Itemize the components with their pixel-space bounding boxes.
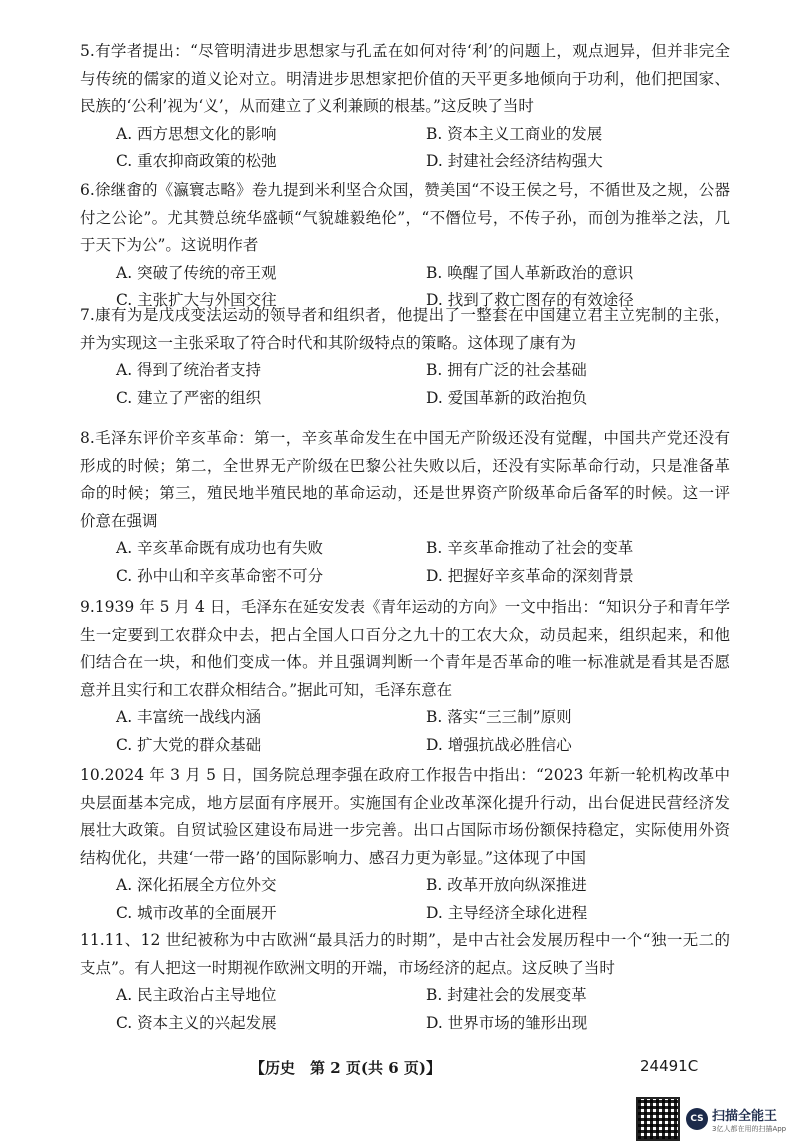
- question-stem: 11、12 世纪被称为中古欧洲“最具活力的时期”，是中古社会发展历程中一个“独一无二的支点”。有人把这一时期视作欧洲文明的开端，市场经济的起点。这反映了当时: [80, 931, 730, 977]
- option-c: C. 建立了严密的组织: [116, 388, 262, 407]
- option-a: A. 西方思想文化的影响: [116, 124, 277, 143]
- option-b: B. 改革开放向纵深推进: [426, 876, 587, 894]
- option-a: A. 辛亥革命既有成功也有失败: [116, 539, 324, 557]
- option-d: D. 增强抗战必胜信心: [426, 735, 572, 754]
- question-7: [80, 302, 730, 412]
- question-6: [80, 177, 730, 315]
- option-b: B. 落实“三三制”原则: [426, 708, 572, 726]
- question-number: 6.: [80, 181, 95, 199]
- option-b: B. 辛亥革命推动了社会的变革: [426, 539, 634, 557]
- option-d: D. 把握好辛亥革命的深刻背景: [426, 566, 634, 585]
- question-number: 8.: [80, 429, 95, 447]
- qr-code-icon: [636, 1097, 680, 1141]
- options: [80, 872, 730, 927]
- options: [80, 357, 730, 412]
- option-a: A. 突破了传统的帝王观: [116, 263, 277, 282]
- option-c: C. 主张扩大与外国交往: [116, 291, 277, 309]
- option-d: D. 主导经济全球化进程: [426, 903, 588, 922]
- scanner-watermark: [636, 1097, 786, 1141]
- option-a: A. 深化拓展全方位外交: [116, 876, 277, 894]
- question-number: 10.: [80, 766, 105, 784]
- option-d: D. 封建社会经济结构强大: [426, 152, 603, 170]
- option-c: C. 扩大党的群众基础: [116, 735, 262, 754]
- options: [80, 982, 730, 1037]
- option-a: A. 民主政治占主导地位: [116, 986, 277, 1004]
- question-stem: 1939 年 5 月 4 日，毛泽东在延安发表《青年运动的方向》一文中指出：“知识分子和青年学生一定要到工农群众中去，把占全国人口百分之九十的工农大众，动员起来，组织起来，和他们结合在一块，和他们变成一体。并且强调判断一个青年是否革命的唯一标准就是看其是否愿意并且实行和工农群众相结合。”据此可知，毛泽东意在: [80, 598, 730, 699]
- question-stem: 2024 年 3 月 5 日，国务院总理李强在政府工作报告中指出：“2023 年新一轮机构改革中央层面基本完成，地方层面有序展开。实施国有企业改革深化提升行动，出台促进民营经济发展壮大政策。自贸试验区建设布局进一步完善。出口占国际市场份额保持稳定，实际使用外资结构优化，共建‘一带一路’的国际影响力、感召力更为彰显。”这体现了中国: [80, 766, 730, 867]
- option-a: A. 丰富统一战线内涵: [116, 708, 262, 726]
- page-number: 【历史 第 2 页(共 6 页)】: [250, 1059, 441, 1077]
- question-stem: 康有为是戊戌变法运动的领导者和组织者，他提出了一整套在中国建立君主立宪制的主张，并为实现这一主张采取了符合时代和其阶级特点的策略。这体现了康有为: [80, 306, 730, 352]
- question-10: [80, 762, 730, 927]
- question-5: [80, 38, 730, 176]
- option-c: C. 资本主义的兴起发展: [116, 1013, 277, 1032]
- question-stem: 有学者提出：“尽管明清进步思想家与孔孟在如何对待‘利’的问题上，观点迥异，但并非完全与传统的儒家的道义论对立。明清进步思想家把价值的天平更多地倾向于功利，他们把国家、民族的‘公利’视为‘义’，从而建立了义利兼顾的根基。”这反映了当时: [80, 42, 730, 115]
- question-number: 11.: [80, 931, 105, 949]
- scanner-tagline: 3亿人都在用的扫描App: [712, 1124, 787, 1133]
- option-b: B. 唤醒了国人革新政治的意识: [426, 263, 634, 282]
- question-number: 5.: [80, 42, 95, 60]
- question-number: 7.: [80, 306, 95, 324]
- question-9: [80, 594, 730, 759]
- options: [80, 535, 730, 590]
- option-b: B. 封建社会的发展变革: [426, 986, 587, 1004]
- question-stem: 毛泽东评价辛亥革命：第一，辛亥革命发生在中国无产阶级还没有觉醒，中国共产党还没有形成的时候；第二，全世界无产阶级在巴黎公社失败以后，还没有实际革命行动，只是准备革命的时候；第三，殖民地半殖民地的革命运动，还是世界资产阶级革命后备军的时候。这一评价意在强调: [80, 429, 730, 530]
- option-c: C. 孙中山和辛亥革命密不可分: [116, 566, 324, 585]
- scanner-app-name: 扫描全能王: [712, 1108, 778, 1124]
- option-d: D. 爱国革新的政治抱负: [426, 388, 588, 407]
- options: [80, 704, 730, 759]
- option-c: C. 重农抑商政策的松弛: [116, 152, 277, 170]
- question-8: [80, 425, 730, 590]
- question-number: 9.: [80, 598, 95, 616]
- option-d: D. 世界市场的雏形出现: [426, 1013, 588, 1032]
- question-stem: 徐继畬的《瀛寰志略》卷九提到米利坚合众国，赞美国“不设王侯之号，不循世及之规，公器付之公论”。尤其赞总统华盛顿“气貌雄毅绝伦”，“不僭位号，不传子孙，而创为推举之法，几于天下为公”。这说明作者: [80, 181, 730, 254]
- option-c: C. 城市改革的全面展开: [116, 903, 277, 922]
- question-11: [80, 927, 730, 1037]
- options: [80, 121, 730, 176]
- option-b: B. 拥有广泛的社会基础: [426, 361, 587, 379]
- option-d: D. 找到了救亡图存的有效途径: [426, 291, 634, 309]
- cs-logo-icon: CS: [686, 1108, 708, 1130]
- option-b: B. 资本主义工商业的发展: [426, 124, 603, 143]
- option-a: A. 得到了统治者支持: [116, 361, 262, 379]
- paper-code: 24491C: [640, 1057, 699, 1075]
